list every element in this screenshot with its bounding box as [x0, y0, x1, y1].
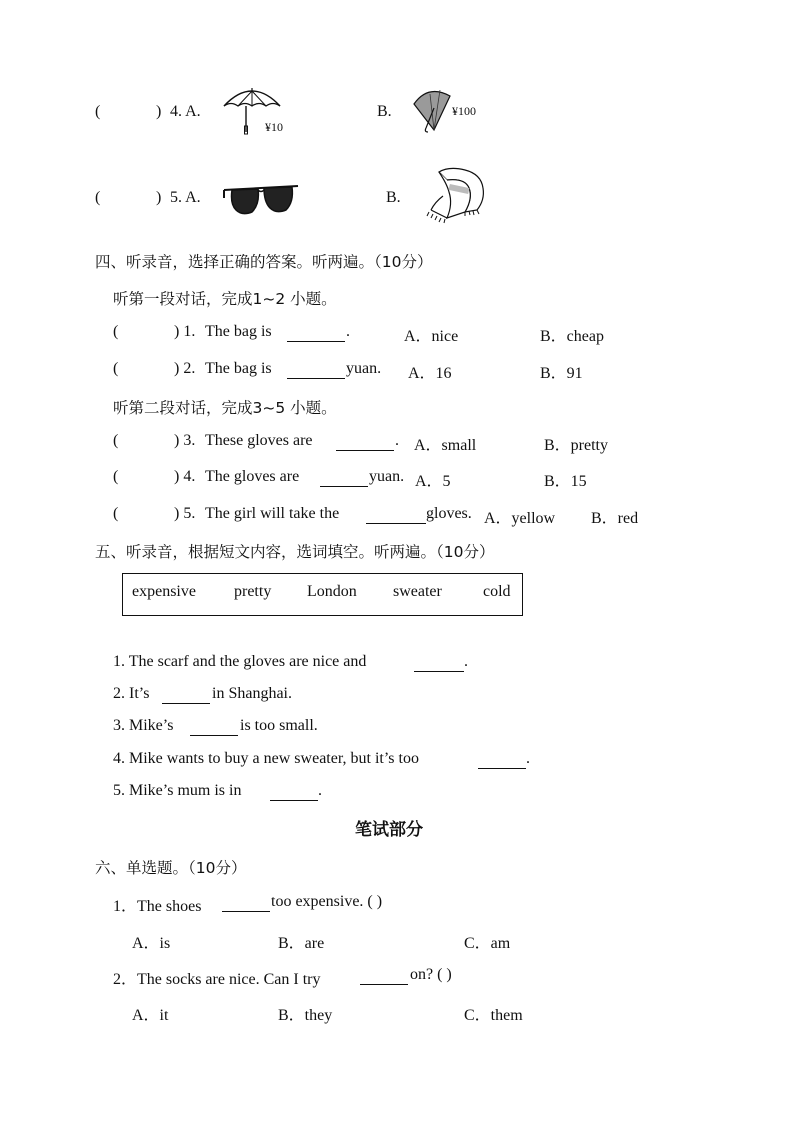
- option-a: A．yellow: [484, 510, 556, 527]
- price-label: ¥100: [452, 104, 476, 118]
- question-number: ) 3.: [174, 432, 196, 449]
- answer-blank[interactable]: [222, 897, 270, 912]
- answer-blank[interactable]: [287, 364, 345, 379]
- paren-left: (: [113, 323, 119, 340]
- sentence-end: .: [318, 782, 322, 799]
- option-b: B．91: [540, 365, 583, 382]
- paren-left: (: [95, 189, 101, 206]
- option-b: B．they: [278, 1007, 333, 1024]
- sentence-end: .: [464, 653, 468, 670]
- question-stem-end: .: [346, 323, 350, 340]
- option-b-label: B.: [377, 103, 392, 120]
- question-number: ) 1.: [174, 323, 196, 340]
- question-stem: The girl will take the: [205, 505, 340, 522]
- sentence-text: 2. It’s: [113, 685, 150, 702]
- question-number: ) 4.: [174, 468, 196, 485]
- paren-left: (: [95, 103, 101, 120]
- word-bank-box: [122, 573, 523, 616]
- paren-right: ): [156, 103, 162, 120]
- word-bank-item: London: [307, 583, 357, 600]
- question-stem-end: .: [395, 432, 399, 449]
- question-stem-end: yuan.: [346, 360, 382, 377]
- dialogue-1-instruction: 听第一段对话，完成1~2 小题。: [113, 290, 337, 308]
- sentence-text: 5. Mike’s mum is in: [113, 782, 242, 799]
- word-bank-item: cold: [483, 583, 511, 600]
- question-stem-end: on? ( ): [410, 966, 452, 983]
- dialogue-2-instruction: 听第二段对话，完成3~5 小题。: [113, 399, 337, 417]
- question-number: 5. A.: [170, 189, 201, 206]
- question-stem: The bag is: [205, 323, 272, 340]
- question-stem: 2．The socks are nice. Can I try: [113, 971, 321, 988]
- option-b: B．red: [591, 510, 639, 527]
- question-stem: The bag is: [205, 360, 272, 377]
- option-b: B．pretty: [544, 437, 608, 454]
- question-stem-end: too expensive. ( ): [271, 893, 383, 910]
- option-b: B．15: [544, 473, 587, 490]
- question-number: 4. A.: [170, 103, 201, 120]
- scarf-icon: [425, 166, 487, 224]
- answer-blank[interactable]: [190, 721, 238, 736]
- word-bank-item: sweater: [393, 583, 442, 600]
- question-stem-end: yuan.: [369, 468, 405, 485]
- answer-blank[interactable]: [336, 436, 394, 451]
- paren-left: (: [113, 468, 119, 485]
- question-stem: These gloves are: [205, 432, 313, 449]
- option-c: C．them: [464, 1007, 523, 1024]
- option-b: B．cheap: [540, 328, 604, 345]
- answer-blank[interactable]: [360, 970, 408, 985]
- answer-blank[interactable]: [478, 754, 526, 769]
- sentence-end: .: [526, 750, 530, 767]
- option-a: A．is: [132, 935, 171, 952]
- section-4-title: 四、听录音，选择正确的答案。听两遍。（10分）: [95, 253, 433, 271]
- paren-left: (: [113, 505, 119, 522]
- sentence-text: 4. Mike wants to buy a new sweater, but it’s too: [113, 750, 419, 767]
- paren-right: ): [156, 189, 162, 206]
- option-a: A．small: [414, 437, 477, 454]
- question-stem-end: gloves.: [426, 505, 472, 522]
- sentence-text: 1. The scarf and the gloves are nice and: [113, 653, 367, 670]
- question-number: ) 2.: [174, 360, 196, 377]
- sunglasses-icon: [222, 184, 300, 222]
- option-c: C．am: [464, 935, 511, 952]
- paren-left: (: [113, 360, 119, 377]
- sentence-end: in Shanghai.: [212, 685, 292, 702]
- section-6-title: 六、单选题。（10分）: [95, 859, 247, 877]
- answer-blank[interactable]: [414, 657, 464, 672]
- umbrella-tilted-icon: [410, 86, 454, 134]
- option-a: A．5: [415, 473, 451, 490]
- question-stem: 1．The shoes: [113, 898, 202, 915]
- option-a: A．it: [132, 1007, 169, 1024]
- section-5-title: 五、听录音，根据短文内容，选词填空。听两遍。（10分）: [95, 543, 495, 561]
- sentence-end: is too small.: [240, 717, 318, 734]
- question-number: ) 5.: [174, 505, 196, 522]
- answer-blank[interactable]: [287, 327, 345, 342]
- answer-blank[interactable]: [162, 689, 210, 704]
- option-b-label: B.: [386, 189, 401, 206]
- answer-blank[interactable]: [366, 509, 426, 524]
- answer-blank[interactable]: [320, 472, 368, 487]
- sentence-text: 3. Mike’s: [113, 717, 174, 734]
- word-bank-item: expensive: [132, 583, 196, 600]
- answer-blank[interactable]: [270, 786, 318, 801]
- question-stem: The gloves are: [205, 468, 300, 485]
- option-b: B．are: [278, 935, 325, 952]
- option-a: A．16: [408, 365, 452, 382]
- option-a: A．nice: [404, 328, 459, 345]
- word-bank-item: pretty: [234, 583, 272, 600]
- paren-left: (: [113, 432, 119, 449]
- written-part-heading: 笔试部分: [355, 820, 423, 840]
- price-label: ¥10: [265, 120, 283, 134]
